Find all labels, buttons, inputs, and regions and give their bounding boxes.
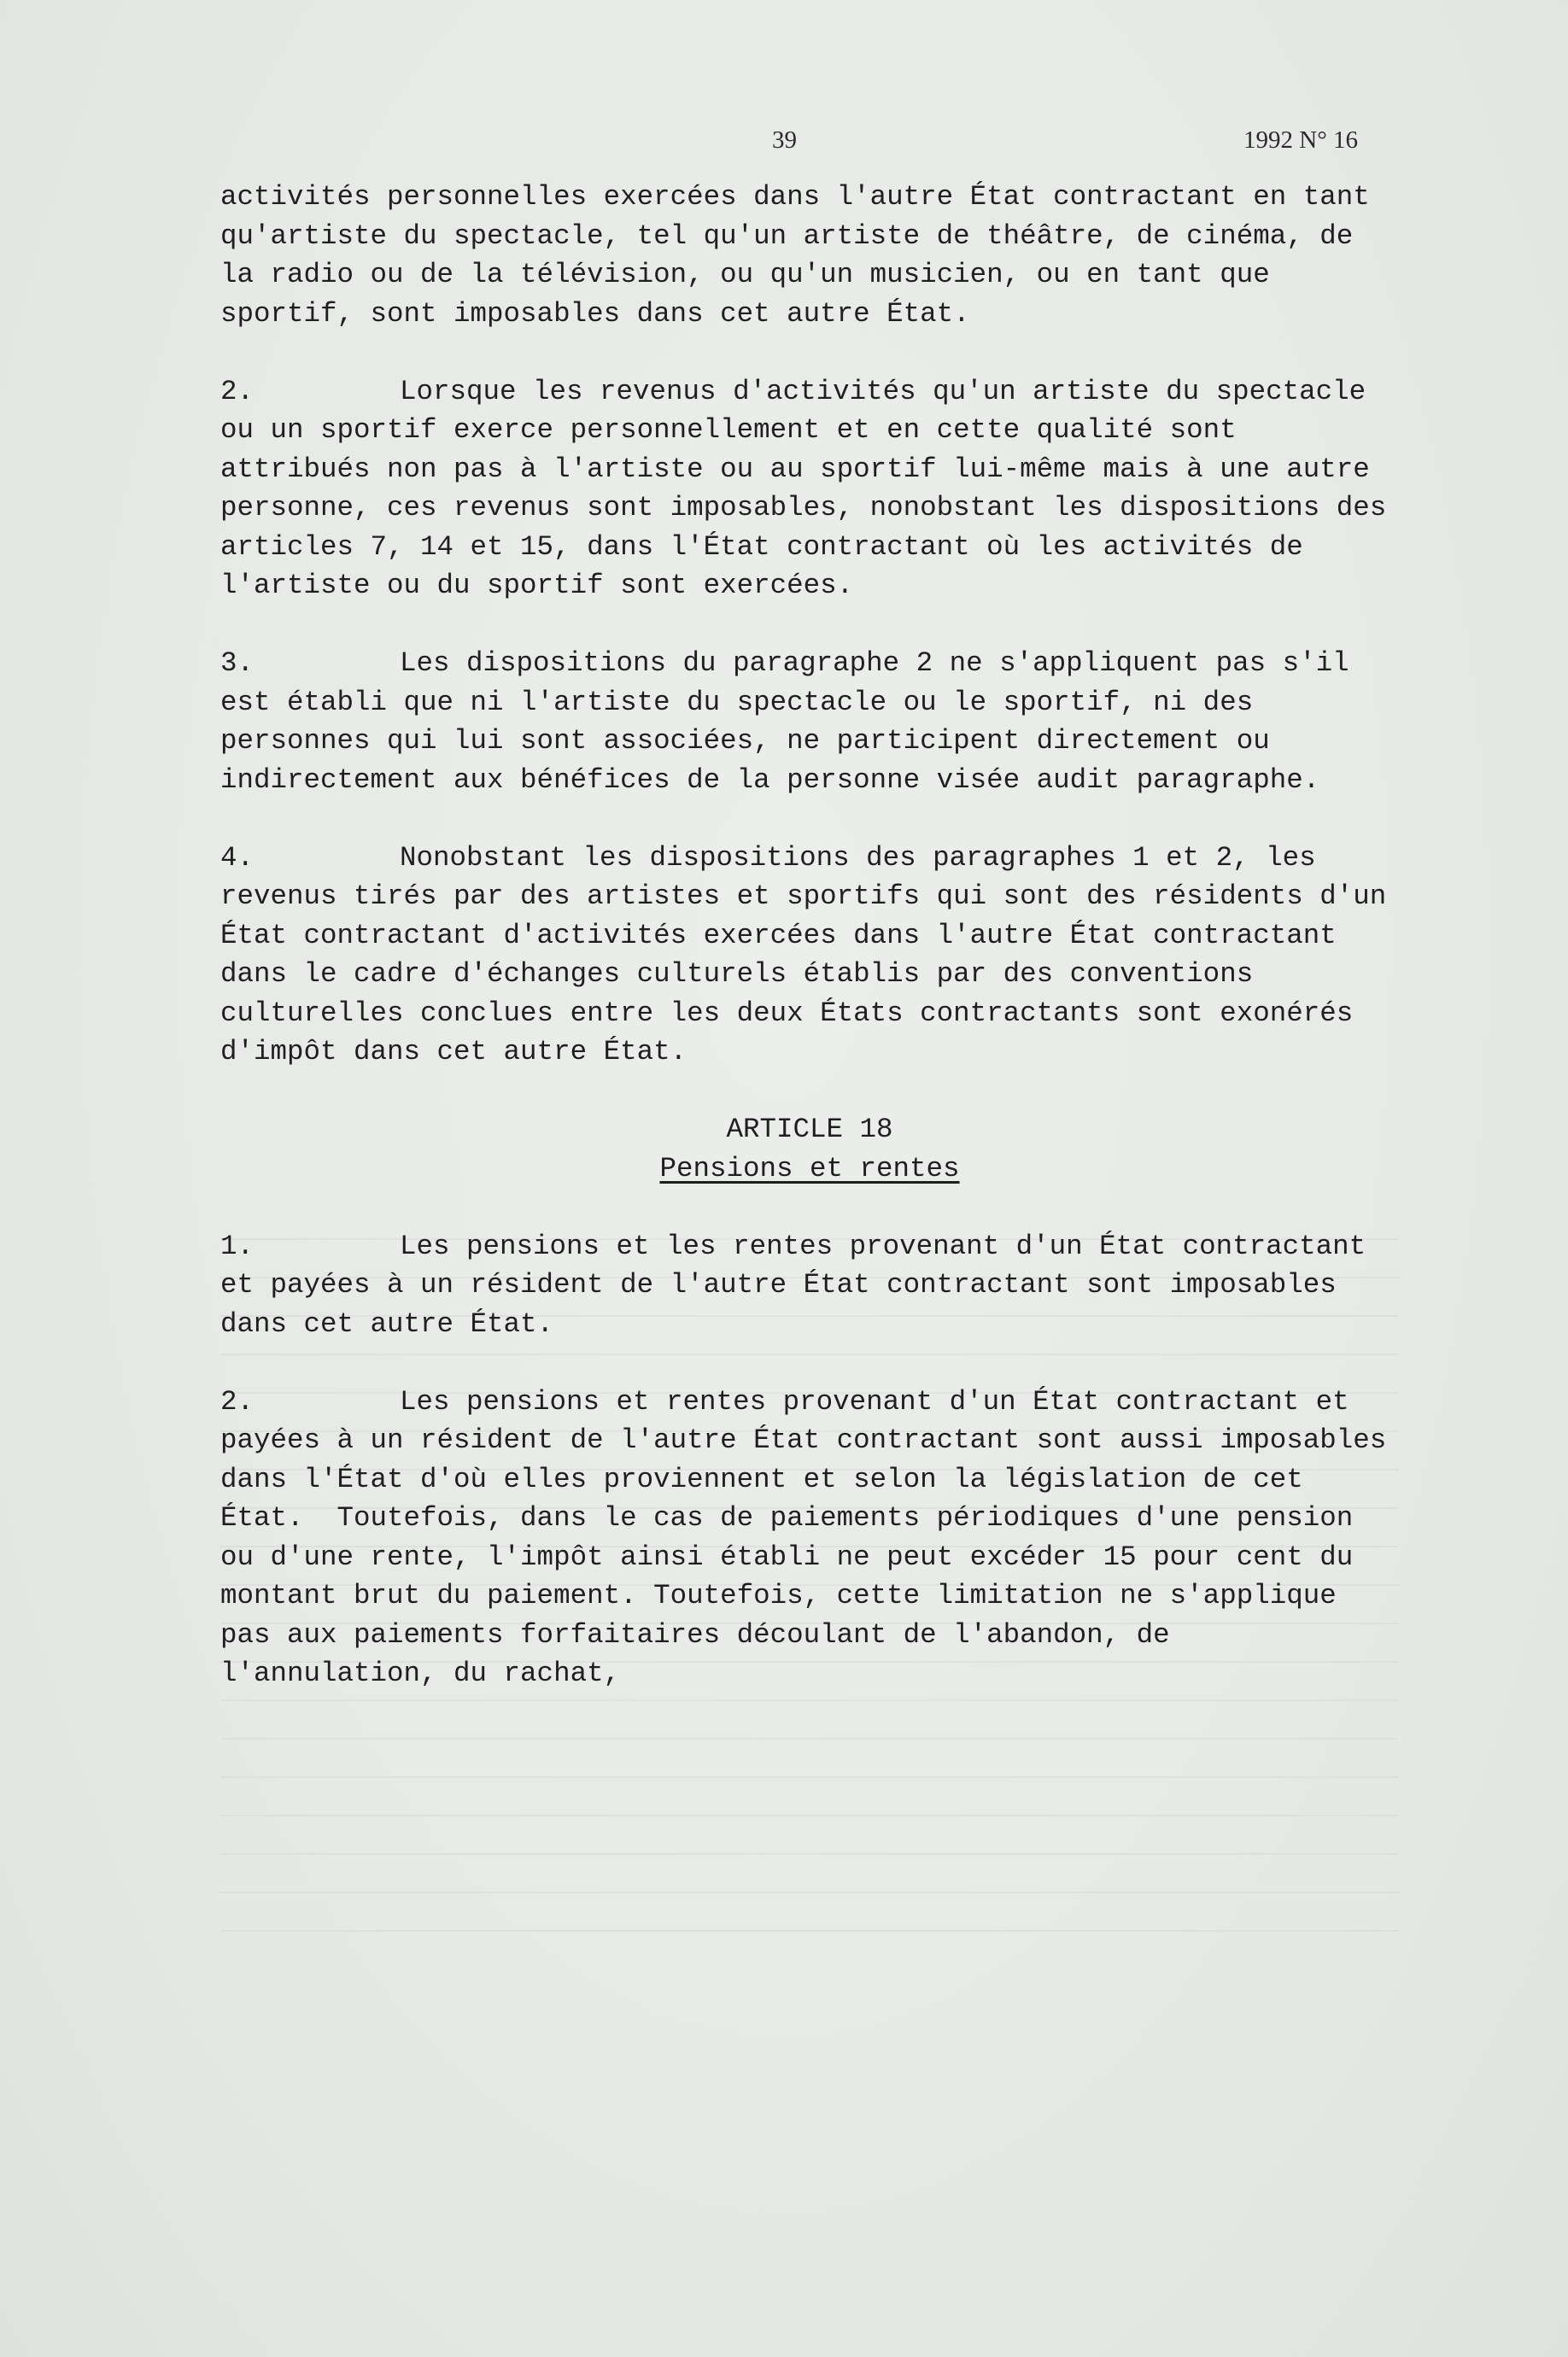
continuation-paragraph: activités personnelles exercées dans l'autre État contractant en tant qu'artiste du spectacle, tel qu'un artiste de théâtre, de cinéma, de la radio ou de la télévision, ou qu'un musicien, ou en tant que sportif, sont imposables dans cet autre État.: [220, 181, 1387, 330]
paragraph-number: 2.: [220, 1385, 255, 1418]
paragraph-number: 1.: [220, 1230, 255, 1262]
document-reference: 1992 N° 16: [1243, 126, 1359, 154]
article18-paragraph-2: [220, 1383, 1403, 1693]
paragraph-text: Les dispositions du paragraphe 2 ne s'appliquent pas s'il est établi que ni l'artiste du spectacle ou le sportif, ni des personnes qui lui sont associées, ne participent directement ou indirectement aux bénéfices de la personne visée audit paragraphe.: [220, 647, 1366, 796]
paragraph-text: Lorsque les revenus d'activités qu'un artiste du spectacle ou un sportif exerce personnellement et en cette qualité sont attribués non pas à l'artiste ou au sportif lui-même mais à une autre personne, ces revenus sont imposables, nonobstant les dispositions des articles 7, 14 et 15, dans l'État contractant où les activités de l'artiste ou du sportif sont exercées.: [220, 375, 1403, 601]
page-number: 39: [772, 126, 797, 154]
paragraph-text: Les pensions et les rentes provenant d'un État contractant et payées à un résident de l'autre État contractant sont imposables dans cet autre État.: [220, 1230, 1383, 1340]
article17-paragraph-4: [220, 839, 1403, 1072]
article17-paragraph-3: [220, 644, 1399, 799]
paragraph-text: Nonobstant les dispositions des paragraphes 1 et 2, les revenus tirés par des artistes et sportifs qui sont des résidents d'un État contractant d'activités exercées dans l'autre État contractant dans le cadre d'échanges culturels établis par des conventions culturelles conclues entre les deux États contractants sont exonérés d'impôt dans cet autre État.: [220, 841, 1403, 1067]
paragraph-number: 2.: [220, 375, 255, 407]
article-title: Pensions et rentes: [659, 1152, 960, 1184]
article17-paragraph-2: [220, 372, 1403, 605]
paragraph-number: 4.: [220, 841, 255, 874]
paragraph-text: Les pensions et rentes provenant d'un État contractant et payées à un résident de l'autre État contractant sont aussi imposables dans l'État d'où elles proviennent et selon la législation de cet État. Toutefois, dans le cas de paiements périodiques d'une pension ou d'une rente, l'impôt ainsi établi ne peut excéder 15 pour cent du montant brut du paiement. Toutefois, cette limitation ne s'applique pas aux paiements forfaitaires découlant de l'abandon, de l'annulation, du rachat,: [220, 1385, 1403, 1689]
paragraph-number: 3.: [220, 647, 255, 679]
article18-paragraph-1: [220, 1227, 1399, 1344]
page-header: [0, 126, 1568, 161]
article-heading: ARTICLE 18: [726, 1114, 893, 1145]
document-body: [220, 178, 1403, 1732]
